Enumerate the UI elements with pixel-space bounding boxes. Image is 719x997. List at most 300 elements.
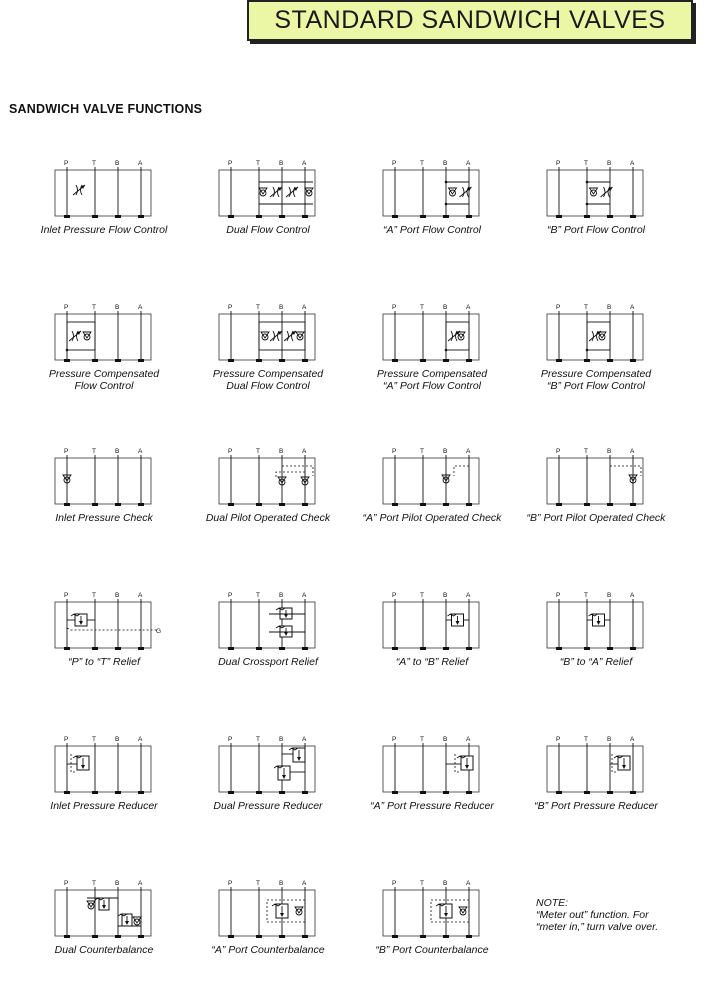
check-valve-icon — [305, 188, 313, 196]
valve-caption: “B” Port Pressure Reducer — [534, 800, 658, 812]
valve-cell — [188, 878, 348, 956]
valve-schematic — [49, 302, 159, 364]
port-terminal — [228, 647, 234, 650]
port-label: P — [228, 304, 233, 311]
port-label: B — [279, 304, 284, 311]
valve-caption: Dual Flow Control — [226, 224, 310, 236]
port-label: T — [420, 448, 424, 455]
port-label: A — [630, 592, 635, 599]
port-terminal — [466, 935, 472, 938]
port-label: A — [138, 592, 143, 599]
port-label: A — [138, 160, 143, 167]
port-terminal — [466, 647, 472, 650]
counterbalance-valve-icon — [118, 914, 132, 926]
port-terminal — [228, 503, 234, 506]
check-valve-icon — [598, 332, 606, 340]
port-label: B — [607, 304, 612, 311]
port-terminal — [302, 503, 308, 506]
valve-caption: Inlet Pressure Check — [55, 512, 153, 524]
port-terminal — [420, 215, 426, 218]
port-label: P — [556, 160, 561, 167]
port-label: B — [279, 448, 284, 455]
port-label: B — [443, 736, 448, 743]
title-banner — [247, 0, 693, 41]
valve-cell — [24, 158, 184, 236]
check-valve-icon — [133, 917, 141, 925]
port-label: P — [228, 448, 233, 455]
port-terminal — [443, 791, 449, 794]
reducer-valve-icon — [289, 748, 305, 762]
port-label: T — [584, 592, 588, 599]
restrictor-icon — [460, 187, 472, 197]
port-terminal — [443, 359, 449, 362]
port-label: A — [630, 736, 635, 743]
port-label: B — [115, 304, 120, 311]
valve-body-outline — [383, 458, 479, 504]
port-label: A — [138, 880, 143, 887]
port-label: B — [279, 592, 284, 599]
port-terminal — [64, 647, 70, 650]
port-label: P — [228, 592, 233, 599]
port-terminal — [115, 935, 121, 938]
port-label: B — [607, 160, 612, 167]
port-label: B — [115, 448, 120, 455]
valve-cell — [516, 734, 676, 812]
port-terminal — [64, 503, 70, 506]
valve-schematic — [49, 590, 162, 652]
port-terminal — [584, 791, 590, 794]
port-terminal — [443, 503, 449, 506]
port-terminal — [279, 791, 285, 794]
port-terminal — [256, 935, 262, 938]
port-terminal — [138, 935, 144, 938]
valve-body-outline — [383, 314, 479, 360]
valve-body-outline — [547, 170, 643, 216]
valve-caption: “B” Port Pilot Operated Check — [526, 512, 666, 524]
port-terminal — [556, 359, 562, 362]
port-label: T — [92, 304, 96, 311]
check-valve-icon — [590, 188, 598, 196]
valve-body-outline — [55, 890, 151, 936]
port-terminal — [556, 647, 562, 650]
valve-caption: “A” Port Pilot Operated Check — [362, 512, 502, 524]
check-valve-icon — [87, 901, 95, 909]
port-terminal — [64, 359, 70, 362]
port-terminal — [279, 647, 285, 650]
valve-body-outline — [219, 602, 315, 648]
port-label: B — [115, 736, 120, 743]
valve-schematic — [377, 302, 487, 364]
counterbalance-valve-icon — [95, 898, 109, 910]
valve-cell — [24, 302, 184, 392]
reducer-valve-icon — [73, 756, 89, 770]
valve-cell — [188, 302, 348, 392]
valve-caption: “A” Port Counterbalance — [211, 944, 325, 956]
port-terminal — [279, 215, 285, 218]
port-label: A — [138, 448, 143, 455]
port-label: B — [115, 592, 120, 599]
valve-caption: Pressure Compensated “B” Port Flow Control — [540, 368, 652, 392]
port-label: T — [584, 304, 588, 311]
valve-schematic — [541, 158, 651, 220]
valve-cell — [24, 878, 184, 956]
port-label: T — [256, 160, 260, 167]
restrictor-icon — [270, 331, 282, 341]
port-terminal — [466, 359, 472, 362]
port-label: B — [443, 448, 448, 455]
port-terminal — [64, 935, 70, 938]
valve-caption: Dual Pressure Reducer — [213, 800, 323, 812]
port-terminal — [302, 791, 308, 794]
port-terminal — [302, 647, 308, 650]
port-label: A — [302, 736, 307, 743]
port-terminal — [228, 215, 234, 218]
valve-body-outline — [55, 602, 151, 648]
port-label: B — [279, 160, 284, 167]
valve-body-outline — [219, 458, 315, 504]
port-terminal — [584, 215, 590, 218]
valve-caption: “B” Port Flow Control — [546, 224, 646, 236]
port-label: A — [302, 304, 307, 311]
port-terminal — [630, 647, 636, 650]
check-valve-icon — [261, 332, 269, 340]
port-terminal — [279, 359, 285, 362]
port-terminal — [556, 503, 562, 506]
port-label: T — [92, 592, 96, 599]
valve-schematic — [213, 590, 323, 652]
port-terminal — [92, 935, 98, 938]
port-terminal — [607, 215, 613, 218]
valve-schematic — [213, 878, 323, 940]
port-label: A — [630, 160, 635, 167]
valve-schematic — [213, 446, 323, 508]
port-label: P — [392, 304, 397, 311]
port-terminal — [115, 503, 121, 506]
section-heading: SANDWICH VALVE FUNCTIONS — [9, 102, 203, 116]
valve-cell — [352, 446, 512, 524]
port-terminal — [279, 503, 285, 506]
relief-valve-icon — [276, 626, 292, 637]
valve-schematic — [377, 878, 487, 940]
port-label: P — [392, 736, 397, 743]
port-label: A — [302, 880, 307, 887]
valve-schematic — [213, 734, 323, 796]
port-label: A — [630, 304, 635, 311]
valve-schematic — [541, 446, 651, 508]
port-terminal — [92, 359, 98, 362]
port-terminal — [630, 503, 636, 506]
valve-schematic — [49, 158, 159, 220]
port-terminal — [420, 503, 426, 506]
port-label: B — [443, 880, 448, 887]
port-label: T — [92, 160, 96, 167]
valve-caption: “A” Port Pressure Reducer — [370, 800, 494, 812]
port-terminal — [607, 503, 613, 506]
valve-schematic — [213, 302, 323, 364]
port-label: P — [392, 880, 397, 887]
port-terminal — [584, 359, 590, 362]
port-label: A — [302, 160, 307, 167]
port-label: T — [584, 736, 588, 743]
port-terminal — [392, 215, 398, 218]
port-terminal — [556, 791, 562, 794]
valve-caption: Dual Crossport Relief — [218, 656, 318, 668]
valve-schematic — [541, 734, 651, 796]
port-label: A — [466, 448, 471, 455]
valve-cell — [188, 446, 348, 524]
port-terminal — [392, 791, 398, 794]
port-terminal — [607, 791, 613, 794]
port-terminal — [138, 647, 144, 650]
port-label: P — [64, 736, 69, 743]
reducer-valve-icon — [274, 766, 290, 780]
port-terminal — [92, 503, 98, 506]
port-label: A — [466, 736, 471, 743]
port-terminal — [392, 935, 398, 938]
port-label: A — [466, 592, 471, 599]
port-label: T — [420, 880, 424, 887]
valve-caption: “A” Port Flow Control — [382, 224, 482, 236]
restrictor-icon — [73, 185, 85, 195]
port-terminal — [228, 791, 234, 794]
port-terminal — [138, 503, 144, 506]
check-valve-icon — [295, 907, 303, 915]
port-label: P — [228, 160, 233, 167]
port-label: P — [64, 448, 69, 455]
valve-body-outline — [55, 170, 151, 216]
port-label: P — [556, 592, 561, 599]
page-title: STANDARD SANDWICH VALVES — [274, 6, 666, 34]
port-terminal — [443, 215, 449, 218]
port-terminal — [302, 215, 308, 218]
port-label: T — [420, 304, 424, 311]
port-label: T — [420, 160, 424, 167]
port-label: A — [138, 304, 143, 311]
port-label: T — [420, 736, 424, 743]
port-label: T — [92, 736, 96, 743]
port-label: P — [64, 592, 69, 599]
valve-cell — [516, 302, 676, 392]
valve-cell — [24, 446, 184, 524]
port-terminal — [420, 647, 426, 650]
valve-schematic — [377, 734, 487, 796]
valve-body-outline — [547, 458, 643, 504]
port-label: T — [584, 160, 588, 167]
valve-caption: “A” to “B” Relief — [395, 656, 469, 668]
valve-caption: Inlet Pressure Reducer — [50, 800, 158, 812]
gauge-port-label: G — [156, 628, 162, 635]
port-label: B — [279, 880, 284, 887]
valve-cell — [352, 302, 512, 392]
valve-cell — [352, 590, 512, 668]
port-terminal — [392, 359, 398, 362]
valve-caption: Dual Pilot Operated Check — [205, 512, 331, 524]
port-label: P — [392, 448, 397, 455]
valve-body-outline — [55, 314, 151, 360]
port-terminal — [584, 503, 590, 506]
port-label: T — [256, 736, 260, 743]
port-label: A — [466, 880, 471, 887]
valve-cell — [352, 158, 512, 236]
port-label: P — [64, 160, 69, 167]
port-label: P — [556, 736, 561, 743]
port-terminal — [630, 359, 636, 362]
valve-body-outline — [55, 746, 151, 792]
port-terminal — [392, 647, 398, 650]
port-label: T — [256, 592, 260, 599]
valve-schematic — [541, 590, 651, 652]
port-terminal — [279, 935, 285, 938]
port-terminal — [302, 359, 308, 362]
valve-body-outline — [383, 890, 479, 936]
port-label: T — [256, 304, 260, 311]
port-label: T — [420, 592, 424, 599]
restrictor-icon — [270, 187, 282, 197]
valve-cell — [516, 590, 676, 668]
port-terminal — [443, 647, 449, 650]
port-label: P — [392, 592, 397, 599]
valve-cell — [188, 590, 348, 668]
check-valve-icon — [296, 332, 304, 340]
port-terminal — [420, 791, 426, 794]
valve-caption: Pressure Compensated Dual Flow Control — [212, 368, 324, 392]
port-terminal — [556, 215, 562, 218]
port-terminal — [443, 935, 449, 938]
port-terminal — [138, 359, 144, 362]
port-label: P — [64, 304, 69, 311]
port-terminal — [228, 935, 234, 938]
valve-schematic — [49, 734, 159, 796]
check-valve-icon — [459, 907, 467, 915]
port-terminal — [64, 215, 70, 218]
port-terminal — [607, 359, 613, 362]
valve-caption: Inlet Pressure Flow Control — [40, 224, 168, 236]
port-label: P — [228, 880, 233, 887]
port-label: P — [64, 880, 69, 887]
port-label: B — [115, 160, 120, 167]
valve-caption: “P” to “T” Relief — [68, 656, 140, 668]
reducer-valve-icon — [457, 756, 473, 770]
port-label: B — [443, 592, 448, 599]
port-terminal — [115, 359, 121, 362]
reducer-valve-icon — [614, 756, 630, 770]
check-valve-icon — [449, 188, 457, 196]
port-label: B — [443, 160, 448, 167]
valve-cell — [352, 734, 512, 812]
port-label: A — [138, 736, 143, 743]
port-terminal — [630, 791, 636, 794]
port-label: B — [443, 304, 448, 311]
valve-cell — [188, 158, 348, 236]
port-label: B — [607, 448, 612, 455]
meter-out-note: NOTE: “Meter out” function. For “meter in,” turn valve over. — [536, 897, 659, 933]
port-terminal — [115, 215, 121, 218]
port-terminal — [92, 647, 98, 650]
valve-cell — [352, 878, 512, 956]
port-label: P — [556, 304, 561, 311]
port-terminal — [138, 215, 144, 218]
valve-caption: Dual Counterbalance — [54, 944, 154, 956]
port-label: B — [279, 736, 284, 743]
valve-body-outline — [219, 890, 315, 936]
valve-cell — [24, 734, 184, 812]
port-terminal — [607, 647, 613, 650]
valve-cell — [516, 446, 676, 524]
restrictor-icon — [601, 187, 613, 197]
check-valve-icon — [259, 188, 267, 196]
port-terminal — [115, 647, 121, 650]
port-terminal — [138, 791, 144, 794]
port-terminal — [420, 935, 426, 938]
restrictor-icon — [286, 187, 298, 197]
port-label: A — [466, 304, 471, 311]
valve-schematic — [49, 446, 159, 508]
port-terminal — [256, 791, 262, 794]
valve-caption: Pressure Compensated Flow Control — [48, 368, 160, 392]
port-label: B — [607, 736, 612, 743]
port-terminal — [630, 215, 636, 218]
valve-schematic — [377, 158, 487, 220]
port-label: A — [466, 160, 471, 167]
port-label: T — [92, 880, 96, 887]
port-label: P — [228, 736, 233, 743]
port-terminal — [466, 791, 472, 794]
port-label: T — [256, 880, 260, 887]
valve-cell — [24, 590, 184, 668]
port-terminal — [256, 503, 262, 506]
valve-body-outline — [547, 314, 643, 360]
port-terminal — [92, 791, 98, 794]
port-label: T — [584, 448, 588, 455]
port-label: T — [256, 448, 260, 455]
valve-schematic — [49, 878, 159, 940]
port-terminal — [256, 647, 262, 650]
check-valve-icon — [83, 332, 91, 340]
port-label: B — [115, 880, 120, 887]
restrictor-icon — [284, 331, 296, 341]
valve-schematic — [541, 302, 651, 364]
port-terminal — [64, 791, 70, 794]
valve-schematic — [213, 158, 323, 220]
valve-schematic — [377, 446, 487, 508]
port-label: P — [556, 448, 561, 455]
valve-caption: Pressure Compensated “A” Port Flow Control — [376, 368, 488, 392]
port-terminal — [584, 647, 590, 650]
valve-caption: “B” Port Counterbalance — [375, 944, 489, 956]
port-terminal — [420, 359, 426, 362]
port-label: P — [392, 160, 397, 167]
valve-body-outline — [219, 170, 315, 216]
port-label: A — [302, 448, 307, 455]
port-terminal — [256, 359, 262, 362]
valve-caption: “B” to “A” Relief — [559, 656, 633, 668]
counterbalance-valve-icon — [436, 904, 452, 918]
port-terminal — [256, 215, 262, 218]
restrictor-icon — [69, 331, 81, 341]
port-label: A — [630, 448, 635, 455]
check-valve-icon — [457, 332, 465, 340]
valve-schematic — [377, 590, 487, 652]
port-label: A — [302, 592, 307, 599]
port-terminal — [92, 215, 98, 218]
port-terminal — [392, 503, 398, 506]
port-terminal — [228, 359, 234, 362]
counterbalance-valve-icon — [272, 904, 288, 918]
relief-valve-icon — [276, 608, 292, 619]
valve-body-outline — [383, 602, 479, 648]
valve-cell — [516, 158, 676, 236]
port-terminal — [302, 935, 308, 938]
